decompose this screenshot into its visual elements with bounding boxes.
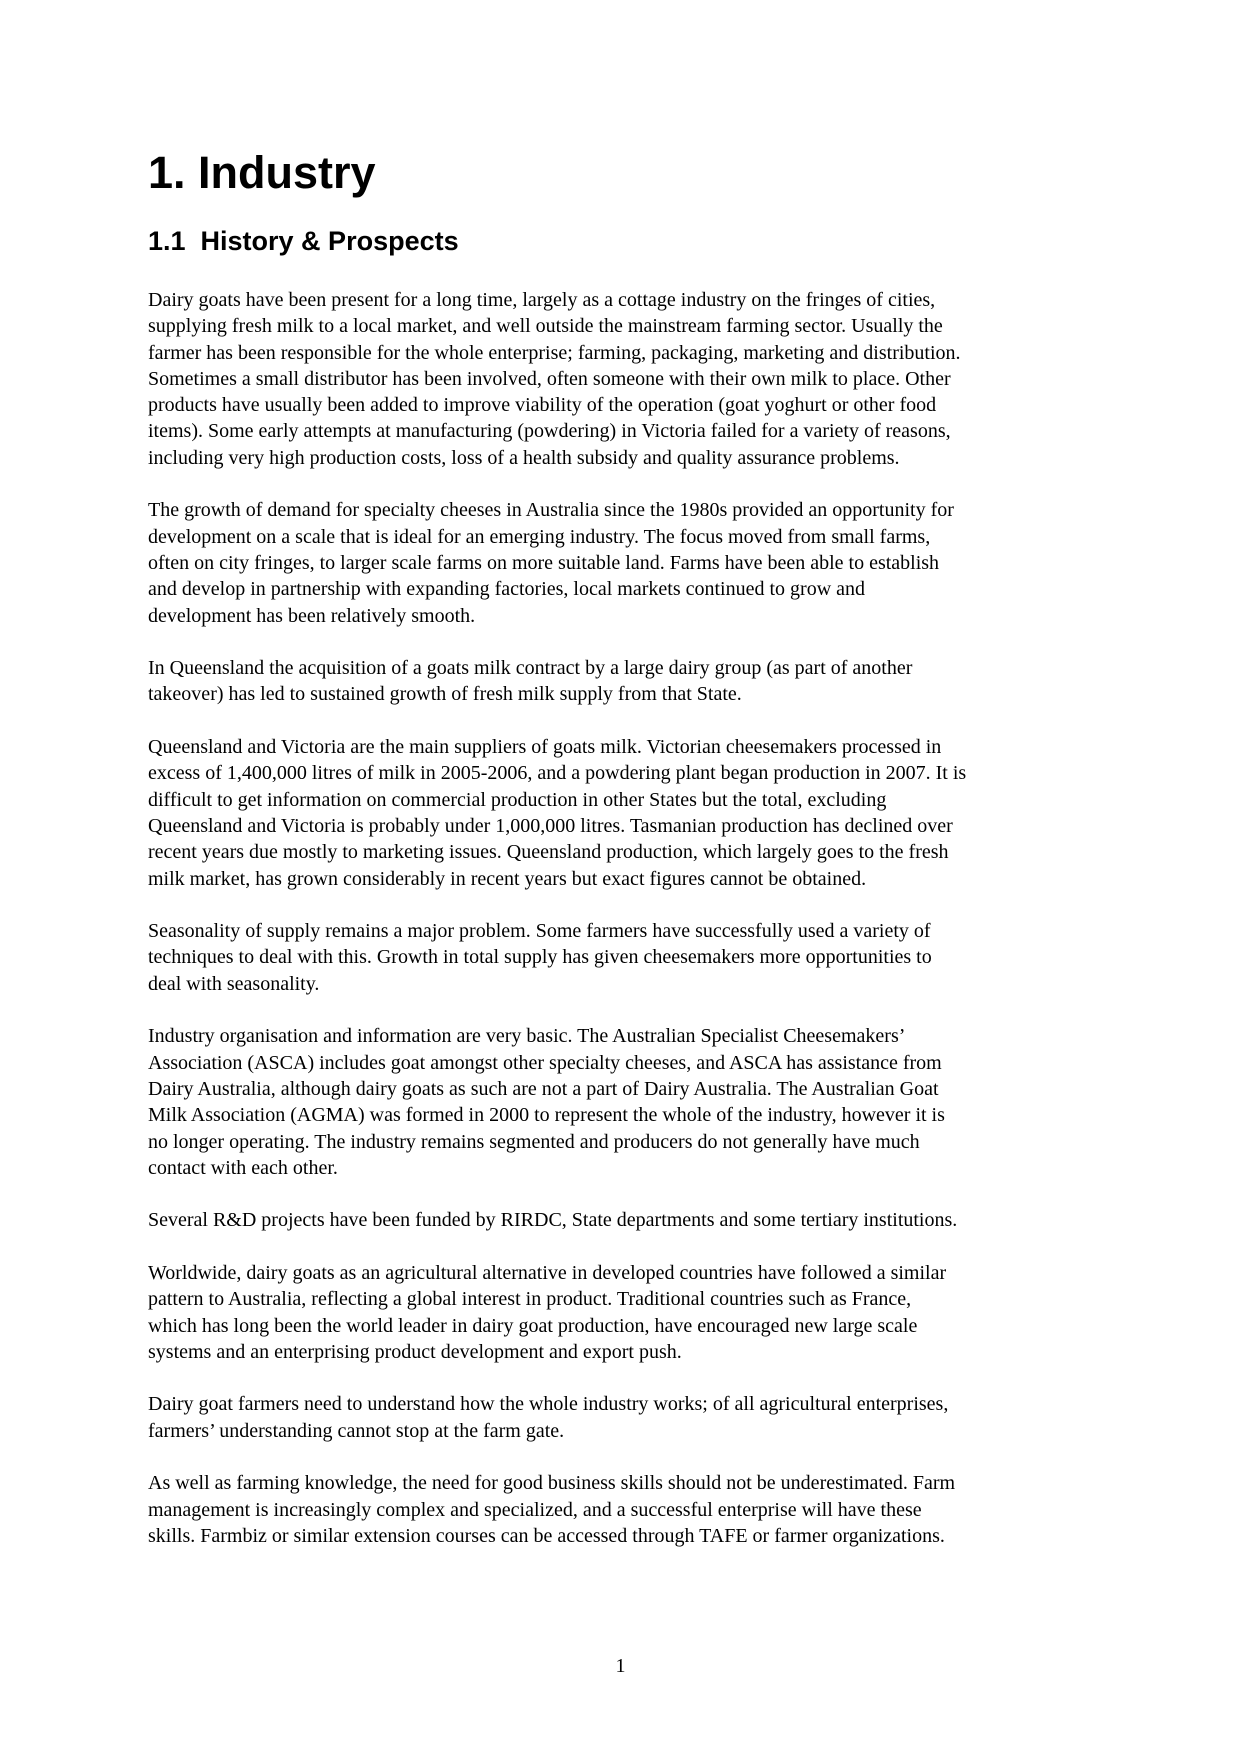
paragraph-line: techniques to deal with this. Growth in total supply has given cheesemakers more opportunities to: [148, 946, 932, 969]
paragraph-line: Industry organisation and information are very basic. The Australian Specialist Cheesemakers’: [148, 1025, 906, 1048]
paragraph-line: Association (ASCA) includes goat amongst other specialty cheeses, and ASCA has assistance from: [148, 1051, 942, 1074]
paragraph: [148, 1470, 1108, 1549]
paragraph: [148, 734, 1108, 892]
paragraph-line: Queensland and Victoria are the main suppliers of goats milk. Victorian cheesemakers processed in: [148, 736, 942, 759]
paragraph: [148, 1260, 1108, 1365]
paragraph-line: Dairy goats have been present for a long time, largely as a cottage industry on the fringes of cities,: [148, 289, 936, 311]
paragraph-line: systems and an enterprising product development and export push.: [148, 1340, 682, 1363]
paragraph-line: development on a scale that is ideal for an emerging industry. The focus moved from small farms,: [148, 525, 931, 548]
paragraph-line: which has long been the world leader in dairy goat production, have encouraged new large scale: [148, 1314, 918, 1337]
paragraph: [148, 918, 1108, 997]
paragraph-line: Milk Association (AGMA) was formed in 2000 to represent the whole of the industry, however it is: [148, 1104, 945, 1127]
paragraph-line: As well as farming knowledge, the need for good business skills should not be underestimated. Farm: [148, 1472, 956, 1495]
paragraph-line: Dairy goat farmers need to understand how the whole industry works; of all agricultural enterprises,: [148, 1393, 949, 1416]
paragraph-line: deal with seasonality.: [148, 972, 320, 995]
paragraph-line: products have usually been added to improve viability of the operation (goat yoghurt or other food: [148, 394, 937, 417]
paragraph-line: Worldwide, dairy goats as an agricultural alternative in developed countries have followed a similar: [148, 1261, 947, 1284]
paragraph-line: supplying fresh milk to a local market, and well outside the mainstream farming sector. Usually the: [148, 315, 943, 338]
paragraph: [148, 1391, 1108, 1444]
paragraph-line: farmer has been responsible for the whole enterprise; farming, packaging, marketing and distribution.: [148, 341, 961, 364]
paragraph-line: no longer operating. The industry remains segmented and producers do not generally have much: [148, 1130, 920, 1153]
paragraph: [148, 655, 1108, 708]
paragraph-line: difficult to get information on commercial production in other States but the total, excluding: [148, 788, 887, 811]
chapter-title: 1. Industry: [148, 147, 376, 198]
paragraph-line: items). Some early attempts at manufacturing (powdering) in Victoria failed for a variety of reasons,: [148, 420, 951, 443]
paragraph-line: including very high production costs, loss of a health subsidy and quality assurance problems.: [148, 446, 900, 469]
page-number: 1: [615, 1655, 626, 1677]
paragraph-line: pattern to Australia, reflecting a global interest in product. Traditional countries such as France,: [148, 1288, 912, 1311]
paragraph-line: often on city fringes, to larger scale farms on more suitable land. Farms have been able to establish: [148, 551, 940, 574]
body-text: [148, 287, 1108, 1576]
paragraph-line: development has been relatively smooth.: [148, 604, 476, 627]
paragraph: [148, 497, 1108, 628]
paragraph-line: skills. Farmbiz or similar extension courses can be accessed through TAFE or farmer organizations.: [148, 1524, 945, 1547]
paragraph-line: Several R&D projects have been funded by RIRDC, State departments and some tertiary institutions.: [148, 1209, 958, 1232]
paragraph-line: The growth of demand for specialty cheeses in Australia since the 1980s provided an opportunity for: [148, 499, 954, 522]
section-title: 1.1 History & Prospects: [148, 226, 459, 256]
paragraph: [148, 1023, 1108, 1181]
paragraph-line: and develop in partnership with expanding factories, local markets continued to grow and: [148, 578, 866, 601]
paragraph-line: Queensland and Victoria is probably under 1,000,000 litres. Tasmanian production has declined over: [148, 814, 953, 837]
paragraph-line: recent years due mostly to marketing issues. Queensland production, which largely goes to the fresh: [148, 841, 949, 864]
paragraph: [148, 287, 1108, 471]
paragraph-line: Seasonality of supply remains a major problem. Some farmers have successfully used a variety of: [148, 920, 931, 943]
paragraph-line: Dairy Australia, although dairy goats as such are not a part of Dairy Australia. The Australian Goat: [148, 1077, 939, 1100]
document-page: [148, 0, 1108, 1755]
paragraph-line: milk market, has grown considerably in recent years but exact figures cannot be obtained.: [148, 867, 867, 890]
paragraph-line: management is increasingly complex and specialized, and a successful enterprise will have these: [148, 1498, 922, 1521]
paragraph-line: In Queensland the acquisition of a goats milk contract by a large dairy group (as part of another: [148, 657, 913, 680]
paragraph: [148, 1207, 1108, 1233]
paragraph-line: farmers’ understanding cannot stop at the farm gate.: [148, 1419, 565, 1442]
paragraph-line: Sometimes a small distributor has been involved, often someone with their own milk to place. Other: [148, 367, 951, 390]
paragraph-line: contact with each other.: [148, 1156, 338, 1179]
paragraph-line: takeover) has led to sustained growth of fresh milk supply from that State.: [148, 683, 742, 706]
paragraph-line: excess of 1,400,000 litres of milk in 2005-2006, and a powdering plant began production in 2007. It is: [148, 762, 967, 785]
